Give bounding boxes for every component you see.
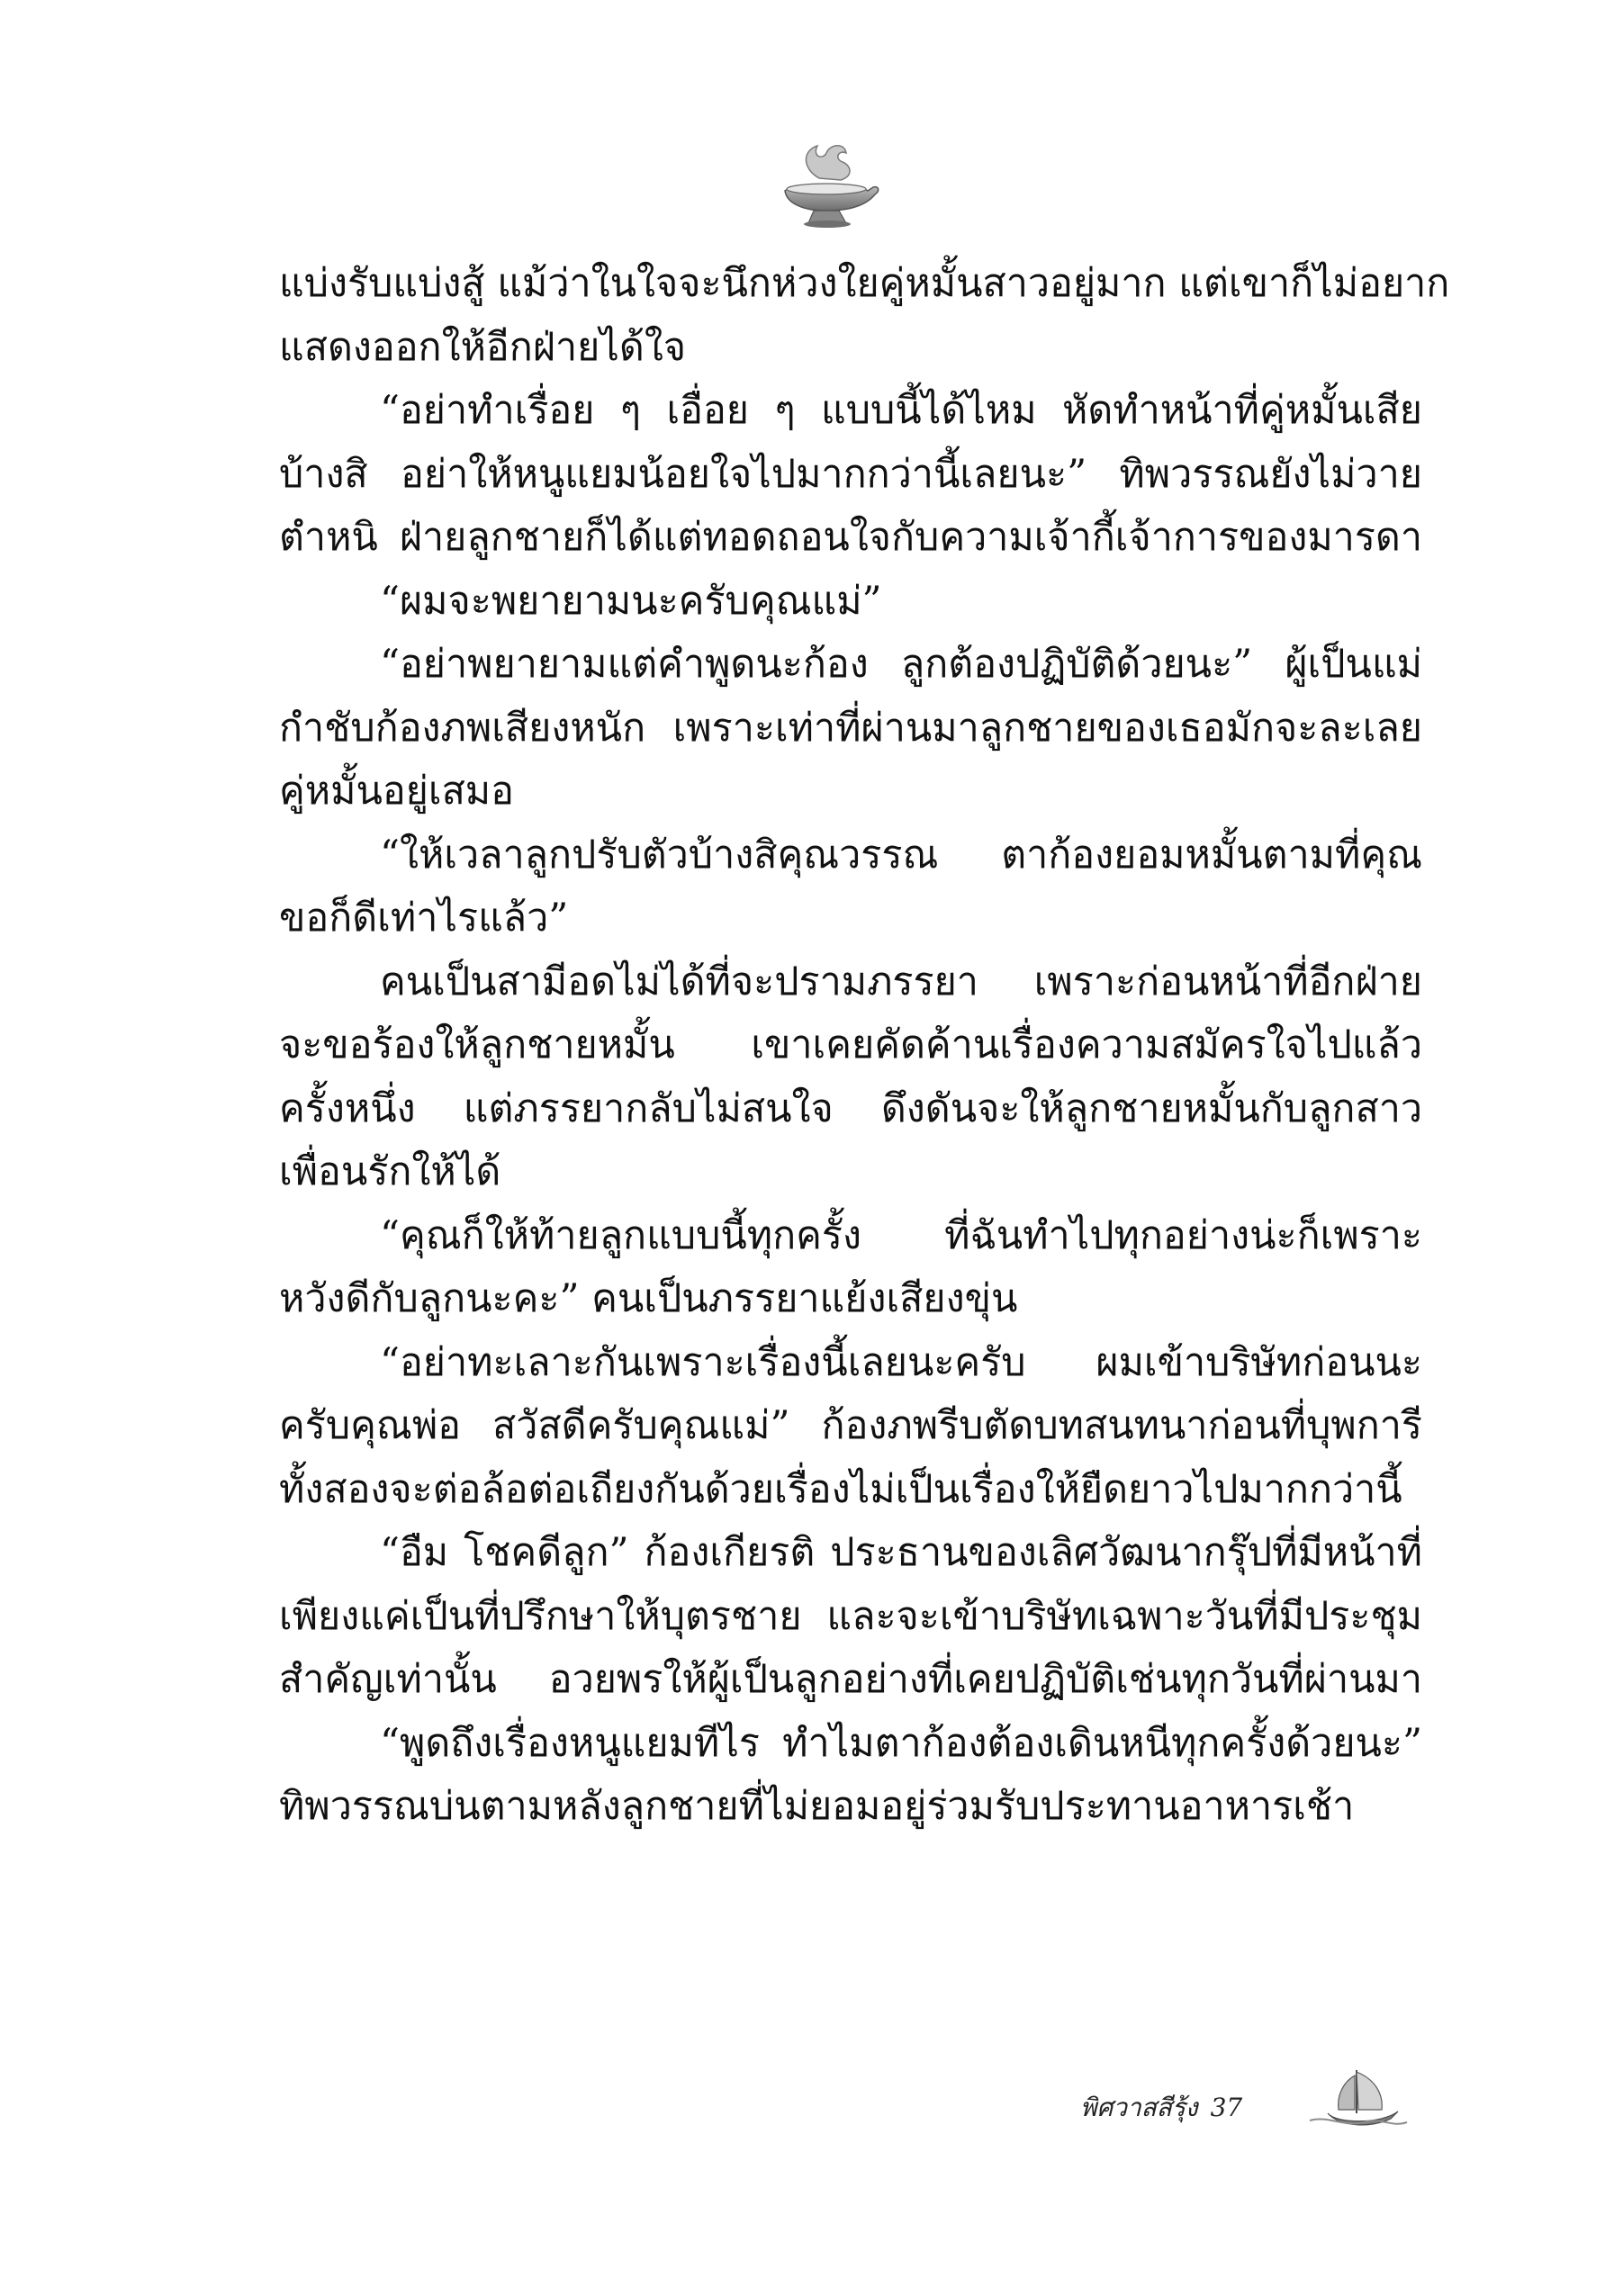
- text-line: กำชับก้องภพเสียงหนัก เพราะเท่าที่ผ่านมาลูกชายของเธอมักจะละเลย: [279, 705, 1422, 751]
- text-line: ทั้งสองจะต่อล้อต่อเถียงกันด้วยเรื่องไม่เป็นเรื่องให้ยืดยาวไปมากกว่านี้: [279, 1466, 1402, 1512]
- text-line: คู่หมั้นอยู่เสมอ: [279, 769, 514, 814]
- text-line: “อย่าทำเรื่อย ๆ เอื่อย ๆ แบบนี้ได้ไหม หัดทำหน้าที่คู่หมั้นเสีย: [380, 388, 1422, 433]
- text-line: หวังดีกับลูกนะคะ” คนเป็นภรรยาแย้งเสียงขุ่น: [279, 1276, 1018, 1321]
- text-line: “อย่าทะเลาะกันเพราะเรื่องนี้เลยนะครับ ผมเข้าบริษัทก่อนนะ: [380, 1339, 1422, 1385]
- text-line: แสดงออกให้อีกฝ่ายได้ใจ: [279, 324, 687, 370]
- text-line: “คุณก็ให้ท้ายลูกแบบนี้ทุกครั้ง ที่ฉันทำไปทุกอย่างน่ะก็เพราะ: [380, 1212, 1422, 1258]
- text-line: ครั้งหนึ่ง แต่ภรรยากลับไม่สนใจ ดึงดันจะให้ลูกชายหมั้นกับลูกสาว: [279, 1085, 1422, 1131]
- text-line: “อืม โชคดีลูก” ก้องเกียรติ ประธานของเลิศวัฒนากรุ๊ปที่มีหน้าที่: [380, 1530, 1422, 1575]
- text-line: จะขอร้องให้ลูกชายหมั้น เขาเคยคัดค้านเรื่องความสมัครใจไปแล้ว: [279, 1022, 1422, 1067]
- text-line: “พูดถึงเรื่องหนูแยมทีไร ทำไมตาก้องต้องเดินหนีทุกครั้งด้วยนะ”: [380, 1720, 1422, 1766]
- body-text: [279, 252, 1450, 1839]
- text-line: สำคัญเท่านั้น อวยพรให้ผู้เป็นลูกอย่างที่เคยปฏิบัติเช่นทุกวันที่ผ่านมา: [279, 1657, 1422, 1702]
- text-line: ขอก็ดีเท่าไรแล้ว”: [279, 896, 569, 941]
- page-footer: [1080, 2061, 1422, 2133]
- text-line: เพียงแค่เป็นที่ปรึกษาให้บุตรชาย และจะเข้าบริษัทเฉพาะวันที่มีประชุม: [279, 1593, 1422, 1639]
- text-line: ตำหนิ ฝ่ายลูกชายก็ได้แต่ทอดถอนใจกับความเจ้ากี้เจ้าการของมารดา: [279, 515, 1422, 560]
- book-title: พิศวาสสีรุ้ง: [1080, 2093, 1198, 2122]
- text-line: เพื่อนรักให้ได้: [279, 1149, 501, 1194]
- text-line: ครับคุณพ่อ สวัสดีครับคุณแม่” ก้องภพรีบตัดบทสนทนาก่อนที่บุพการี: [279, 1403, 1422, 1448]
- text-line: “อย่าพยายามแต่คำพูดนะก้อง ลูกต้องปฏิบัติด้วยนะ” ผู้เป็นแม่: [380, 642, 1422, 687]
- text-line: “ให้เวลาลูกปรับตัวบ้างสิคุณวรรณ ตาก้องยอมหมั้นตามที่คุณ: [380, 832, 1422, 878]
- text-line: ทิพวรรณบ่นตามหลังลูกชายที่ไม่ยอมอยู่ร่วมรับประทานอาหารเช้า: [279, 1784, 1355, 1829]
- running-footer: [1080, 2088, 1242, 2128]
- text-line: คนเป็นสามีอดไม่ได้ที่จะปรามภรรยา เพราะก่อนหน้าที่อีกฝ่าย: [380, 959, 1422, 1004]
- text-line: แบ่งรับแบ่งสู้ แม้ว่าในใจจะนึกห่วงใยคู่หมั้นสาวอยู่มาก แต่เขาก็ไม่อยาก: [279, 261, 1450, 306]
- ship-ornament-icon: [1301, 2061, 1409, 2133]
- lamp-ornament-icon: [767, 135, 884, 234]
- page-number: 37: [1210, 2093, 1243, 2122]
- text-line: บ้างสิ อย่าให้หนูแยมน้อยใจไปมากกว่านี้เลยนะ” ทิพวรรณยังไม่วาย: [279, 451, 1422, 497]
- text-line: “ผมจะพยายามนะครับคุณแม่”: [380, 578, 882, 624]
